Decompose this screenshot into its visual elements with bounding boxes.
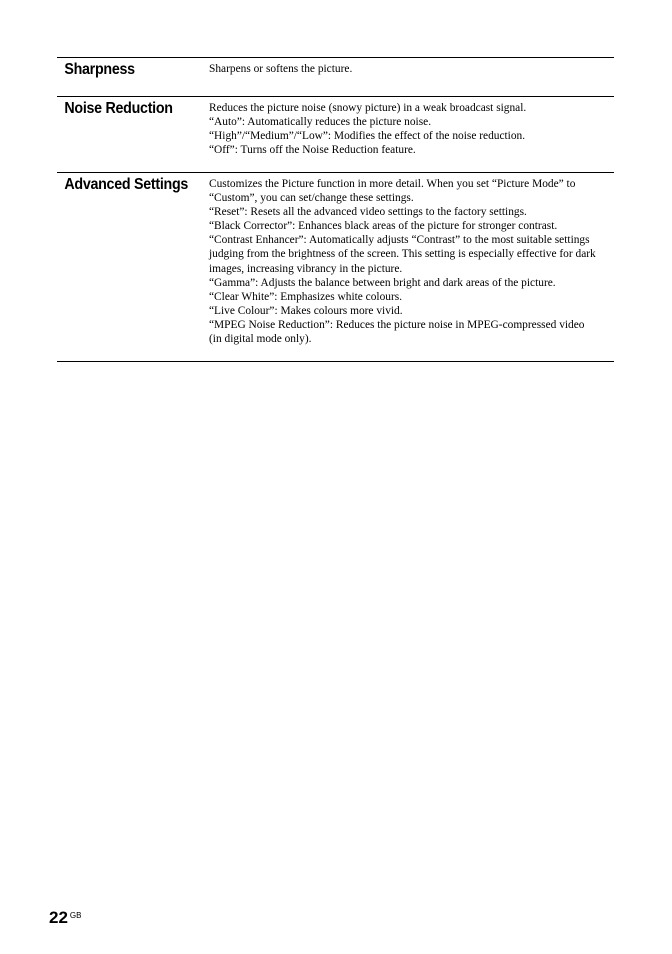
page-region-label: GB [69,911,82,920]
settings-table [57,57,614,362]
setting-term: Sharpness [64,61,135,78]
description-line: Sharpens or softens the picture. [209,63,353,75]
setting-row-sharpness [57,58,614,97]
description-line: “MPEG Noise Reduction”: Reduces the picture noise in MPEG-compressed video [209,318,585,331]
description-line: (in digital mode only). [209,333,312,346]
page-number: 22 [49,908,68,927]
description-line: “Reset”: Resets all the advanced video settings to the factory settings. [209,206,527,219]
description-line: “Off”: Turns off the Noise Reduction feature. [209,144,416,157]
description-line: “Auto”: Automatically reduces the picture noise. [209,116,432,129]
description-line: “Live Colour”: Makes colours more vivid. [209,304,403,317]
setting-description [209,58,614,96]
description-line: “Custom”, you can set/change these settings. [209,192,414,205]
setting-row-advanced-settings [57,173,614,362]
page-footer [49,908,81,928]
description-line: “Contrast Enhancer”: Automatically adjusts “Contrast” to the most suitable settings [209,234,590,247]
setting-description [209,173,614,361]
description-line: “Black Corrector”: Enhances black areas of the picture for stronger contrast. [209,220,558,233]
description-line: “Gamma”: Adjusts the balance between bright and dark areas of the picture. [209,276,556,289]
description-line: Reduces the picture noise (snowy picture) in a weak broadcast signal. [209,102,527,114]
setting-description [209,97,614,172]
description-line: “High”/“Medium”/“Low”: Modifies the effect of the noise reduction. [209,130,526,143]
description-line: Customizes the Picture function in more detail. When you set “Picture Mode” to [209,178,576,190]
description-line: “Clear White”: Emphasizes white colours. [209,290,403,303]
description-line: judging from the brightness of the screen. This setting is especially effective for dark [209,248,596,261]
setting-term: Advanced Settings [64,176,189,193]
description-line: images, increasing vibrancy in the picture. [209,262,403,275]
setting-term: Noise Reduction [64,100,173,117]
setting-row-noise-reduction [57,97,614,173]
